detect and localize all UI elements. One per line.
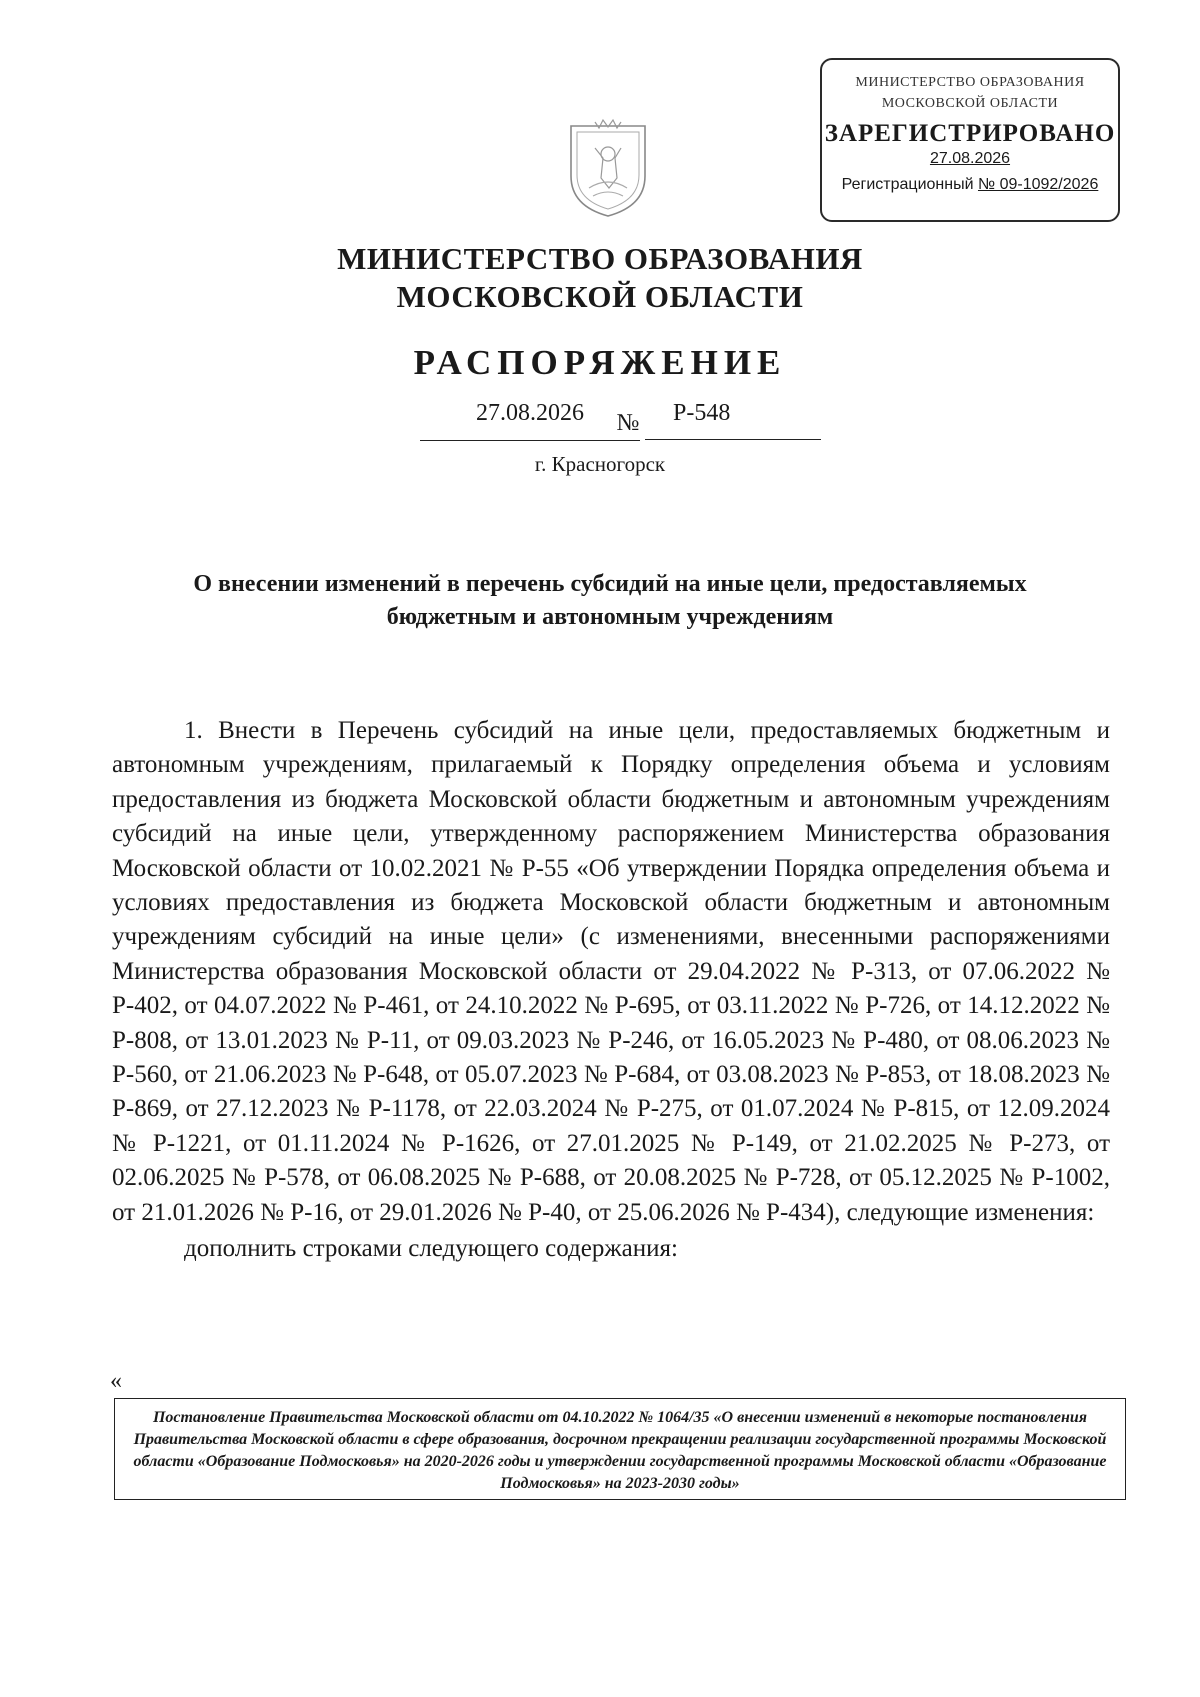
table-row-text: Постановление Правительства Московской области от 04.10.2022 № 1064/35 «О внесении изменений в некоторые постановления Правительства Московской области в сфере образования, досрочном прекращении реализации государственной программы Московской области «Образование Подмосковья» на 2020-2026 годы и утверждении государственной программы Московской области «Образование Подмосковья» на 2023-2030 годы»: [133, 1409, 1107, 1492]
stamp-reg-line: [822, 176, 1118, 194]
ministry-line1: МИНИСТЕРСТВО ОБРАЗОВАНИЯ: [337, 241, 863, 276]
body-paragraph-1: 1. Внести в Перечень субсидий на иные цели, предоставляемых бюджетным и автономным учреждениям, прилагаемый к Порядку определения объема и условиям предоставления из бюджета Московской области бюджетным и автономным учреждениям субсидий на иные цели, утвержденному распоряжением Министерства образования Московской области от 10.02.2021 № Р-55 «Об утверждении Порядка определения объема и условиях предоставления из бюджета Московской области бюджетным и автономным учреждениям субсидий на иные цели» (с изменениями, внесенными распоряжениями Министерства образования Московской области от 29.04.2022 № Р-313, от 07.06.2022 № Р-402, от 04.07.2022 № Р-461, от 24.10.2022 № Р-695, от 03.11.2022 № Р-726, от 14.12.2022 № Р-808, от 13.01.2023 № Р-11, от 09.03.2023 № Р-246, от 16.05.2023 № Р-480, от 08.06.2023 № Р-560, от 21.06.2023 № Р-648, от 05.07.2023 № Р-684, от 03.08.2023 № Р-853, от 18.08.2023 № Р-869, от 27.12.2023 № Р-1178, от 22.03.2024 № Р-275, от 01.07.2024 № Р-815, от 12.09.2024 № Р-1221, от 01.11.2024 № Р-1626, от 27.01.2025 № Р-149, от 21.02.2025 № Р-273, от 02.06.2025 № Р-578, от 06.08.2025 № Р-688, от 20.08.2025 № Р-728, от 05.12.2025 № Р-1002, от 21.01.2026 № Р-16, от 29.01.2026 № Р-40, от 25.06.2026 № Р-434), следующие изменения:: [112, 717, 1110, 1226]
body-paragraph-2: дополнить строками следующего содержания:: [184, 1235, 678, 1263]
stamp-status: ЗАРЕГИСТРИРОВАНО: [824, 120, 1116, 147]
stamp-org: [822, 72, 1118, 114]
ministry-line2: МОСКОВСКОЙ ОБЛАСТИ: [396, 279, 804, 314]
document-body: [112, 714, 1110, 1267]
coat-of-arms-icon: [565, 118, 651, 218]
ministry-name: [0, 240, 1200, 316]
city: г. Красногорск: [534, 452, 666, 476]
stamp-org-line1: МИНИСТЕРСТВО ОБРАЗОВАНИЯ: [855, 75, 1085, 90]
quote-open: «: [110, 1368, 122, 1394]
document-date: 27.08.2026: [420, 400, 640, 441]
stamp-reg-number: № 09-1092/2026: [977, 176, 1099, 193]
inserted-table-row: [114, 1398, 1126, 1500]
document-type: РАСПОРЯЖЕНИЕ: [413, 343, 787, 382]
document-number: Р-548: [645, 400, 821, 440]
stamp-date: 27.08.2026: [929, 150, 1011, 167]
registration-stamp: [820, 58, 1120, 222]
document-subject: О внесении изменений в перечень субсидий на иные цели, предоставляемых бюджетным и автономным учреждениям: [193, 571, 1027, 630]
stamp-reg-label: Регистрационный: [841, 176, 974, 193]
stamp-org-line2: МОСКОВСКОЙ ОБЛАСТИ: [881, 96, 1059, 111]
number-sign: №: [616, 410, 640, 436]
